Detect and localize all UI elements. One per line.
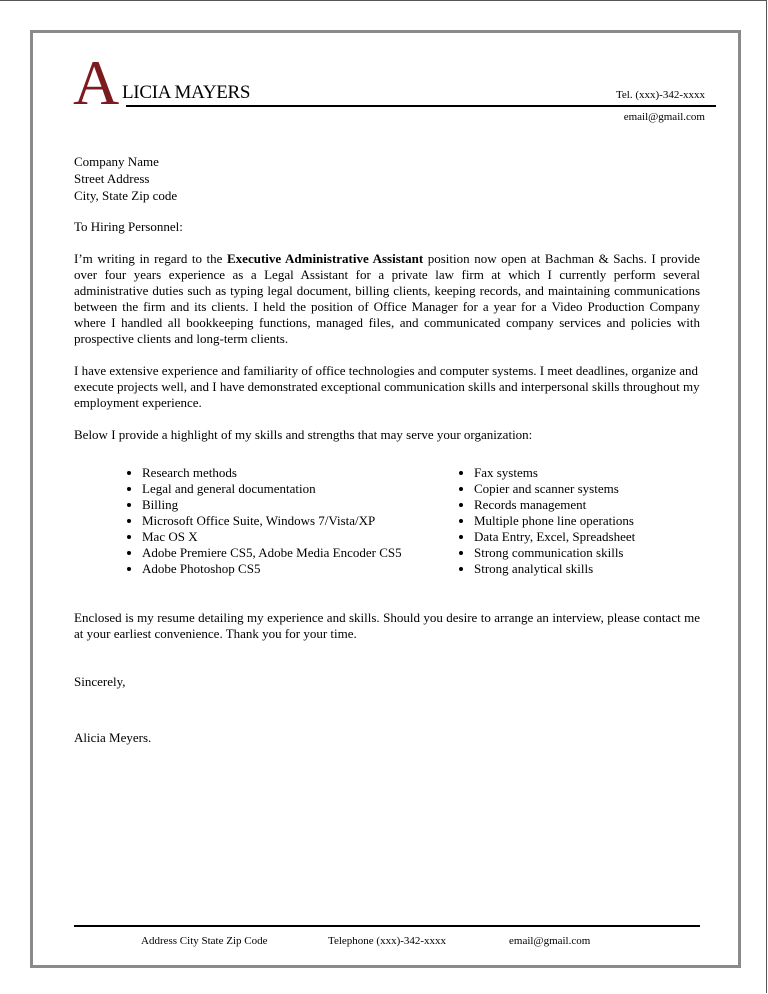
paragraph-4: Enclosed is my resume detailing my experience and skills. Should you desire to arrange an interview, please contact me at your earliest convenience. Thank you for your time. xyxy=(74,610,700,641)
skill-item: • Adobe Premiere CS5, Adobe Media Encoder CS5 xyxy=(142,545,452,561)
header-rule xyxy=(126,105,716,107)
name-heading: LICIA MAYERS xyxy=(122,82,251,103)
company-name: Company Name xyxy=(74,154,159,169)
footer-address: Address City State Zip Code xyxy=(141,935,268,947)
name-initial: A xyxy=(73,47,120,118)
skills-left xyxy=(120,465,452,577)
letter-body xyxy=(74,153,700,746)
p1-post: position now open at Bachman & Sachs. I provide over four years experience as a Legal Assistant for a private law firm at which I currently perform several administrative duties such as typing legal document, billing clients, keeping records, and maintaining communications between the firm and its clients. I held the position of Office Manager for a year for a Video Production Company where I handled all bookkeeping functions, managed files, and communicated company services and policies with prospective clients and long-term clients. xyxy=(74,251,700,346)
skill-item: • Strong analytical skills xyxy=(474,561,635,577)
skills-right xyxy=(452,465,635,577)
p1-pre: I’m writing in regard to the xyxy=(74,251,227,266)
recipient-address xyxy=(74,153,700,204)
letter-page xyxy=(30,30,741,968)
skill-item: • Fax systems xyxy=(474,465,635,481)
skill-item: • Data Entry, Excel, Spreadsheet xyxy=(474,529,635,545)
skill-item: • Copier and scanner systems xyxy=(474,481,635,497)
signature: Alicia Meyers. xyxy=(74,730,152,745)
position-title: Executive Administrative Assistant xyxy=(227,251,424,266)
skill-item: • Adobe Photoshop CS5 xyxy=(142,561,452,577)
skill-item: • Research methods xyxy=(142,465,452,481)
skill-item: • Billing xyxy=(142,497,452,513)
street-address: Street Address xyxy=(74,171,150,186)
skills-list xyxy=(120,465,700,577)
closing: Sincerely, xyxy=(74,674,126,689)
skill-item: • Records management xyxy=(474,497,635,513)
header-tel: Tel. (xxx)-342-xxxx xyxy=(615,89,705,101)
footer-email: email@gmail.com xyxy=(509,935,591,947)
footer-rule xyxy=(74,925,700,927)
skill-item: • Strong communication skills xyxy=(474,545,635,561)
paragraph-2: I have extensive experience and familiarity of office technologies and computer systems. I meet deadlines, organize and execute projects well, and I have demonstrated exceptional communication skills and interpersonal skills throughout my employment experience. xyxy=(74,363,700,410)
skill-item: • Microsoft Office Suite, Windows 7/Vista/XP xyxy=(142,513,452,529)
header-email: email@gmail.com xyxy=(623,111,705,123)
paragraph-3: Below I provide a highlight of my skills and strengths that may serve your organization: xyxy=(74,427,533,442)
salutation: To Hiring Personnel: xyxy=(74,219,183,234)
city-state-zip: City, State Zip code xyxy=(74,188,178,203)
footer-telephone: Telephone (xxx)-342-xxxx xyxy=(328,935,447,947)
skill-item: • Multiple phone line operations xyxy=(474,513,635,529)
paragraph-1 xyxy=(74,251,700,347)
skill-item: • Mac OS X xyxy=(142,529,452,545)
skill-item: • Legal and general documentation xyxy=(142,481,452,497)
